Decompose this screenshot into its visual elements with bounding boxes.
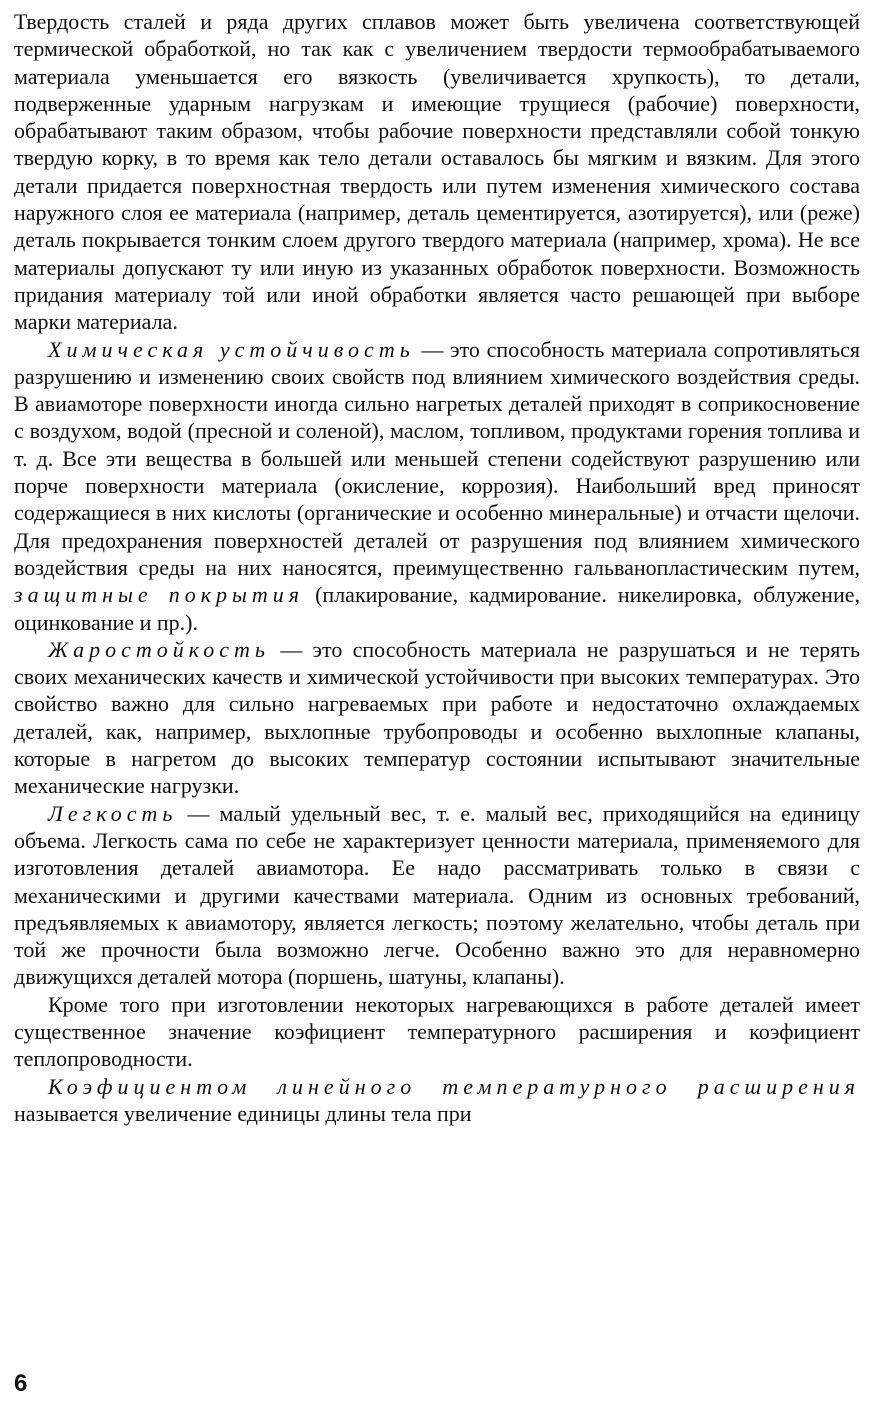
term-lightness: Легкость <box>48 800 178 826</box>
paragraph-chemical-stability-end: (плакирование, кадмирование. никелировка, облужение, оцинкование и пр.). <box>14 582 860 635</box>
term-protective-coatings: защитные покрытия <box>14 582 305 608</box>
paragraph-lightness <box>14 800 860 991</box>
paragraph-chemical-stability-text: — это способность материала сопротивляться разрушению и изменению своих свойств под влиянием химического воздействия среды. В авиамоторе поверхности иногда сильно нагретых деталей приходят в соприкосновение с воздухом, водой (пресной и соленой), маслом, топливом, продуктами горения топлива и т. д. Все эти вещества в большей или меньшей степени содействуют разрушению или порче поверхности материала (окисление, коррозия). Наибольший вред приносят содержащиеся в них кислоты (органические и особенно минеральные) и отчасти щелочи. Для предохранения поверхностей деталей от разрушения под влиянием химического воздействия среды на них наносятся, преимущественно гальванопластическим путем, <box>14 336 860 580</box>
page-number: 6 <box>14 1370 28 1397</box>
paragraph-heat-resistance <box>14 636 860 800</box>
term-linear-expansion: Коэфициентом линейного температурного расширения <box>48 1073 860 1099</box>
paragraph-linear-expansion-text: называется увеличение единицы длины тела при <box>14 1100 472 1126</box>
document-page <box>14 8 860 1127</box>
paragraph-heat-resistance-text: — это способность материала не разрушаться и не терять своих механических качеств и химической устойчивости при высоких температурах. Это свойство важно для сильно нагреваемых при работе и недостаточно охлаждаемых деталей, как, например, выхлопные трубопроводы и особенно выхлопные клапаны, которые в нагретом до высоких температур состоянии испытывают значительные механические нагрузки. <box>14 636 860 799</box>
paragraph-hardness: Твердость сталей и ряда других сплавов может быть увеличена соответствующей термической обработкой, но так как с увеличением твердости термообрабатываемого материала уменьшается его вязкость (увеличивается хрупкость), то детали, подверженные ударным нагрузкам и имеющие трущиеся (рабочие) поверхности, обрабатывают таким образом, чтобы рабочие поверхности представляли собой тонкую твердую корку, в то время как тело детали оставалось бы мягким и вязким. Для этого детали придается поверхностная твердость или путем изменения химического состава наружного слоя ее материала (например, деталь цементируется, азотируется), или (реже) деталь покрывается тонким слоем другого твердого материала (например, хрома). Не все материалы допускают ту или иную из указанных обработок поверхности. Возможность придания материалу той или иной обработки является часто решающей при выборе марки материала. <box>14 9 860 335</box>
term-heat-resistance: Жаростойкость <box>48 636 270 662</box>
paragraph-chemical-stability <box>14 336 860 636</box>
term-chemical-stability: Химическая устойчивость <box>48 336 415 362</box>
paragraph-linear-expansion <box>14 1073 860 1128</box>
paragraph-thermal-coefficients: Кроме того при изготовлении некоторых нагревающихся в работе деталей имеет существенное значение коэфициент температурного расширения и коэфициент теплопроводности. <box>14 991 860 1072</box>
paragraph-lightness-text: — малый удельный вес, т. е. малый вес, приходящийся на единицу объема. Легкость сама по себе не характеризует ценности материала, применяемого для изготовления деталей авиамотора. Ее надо рассматривать только в связи с механическими и другими качествами материала. Одним из основных требований, предъявляемых к авиамотору, является легкость; поэтому желательно, чтобы деталь при той же прочности была возможно легче. Особенно важно это для неравномерно движущихся деталей мотора (поршень, шатуны, клапаны). <box>14 800 860 990</box>
